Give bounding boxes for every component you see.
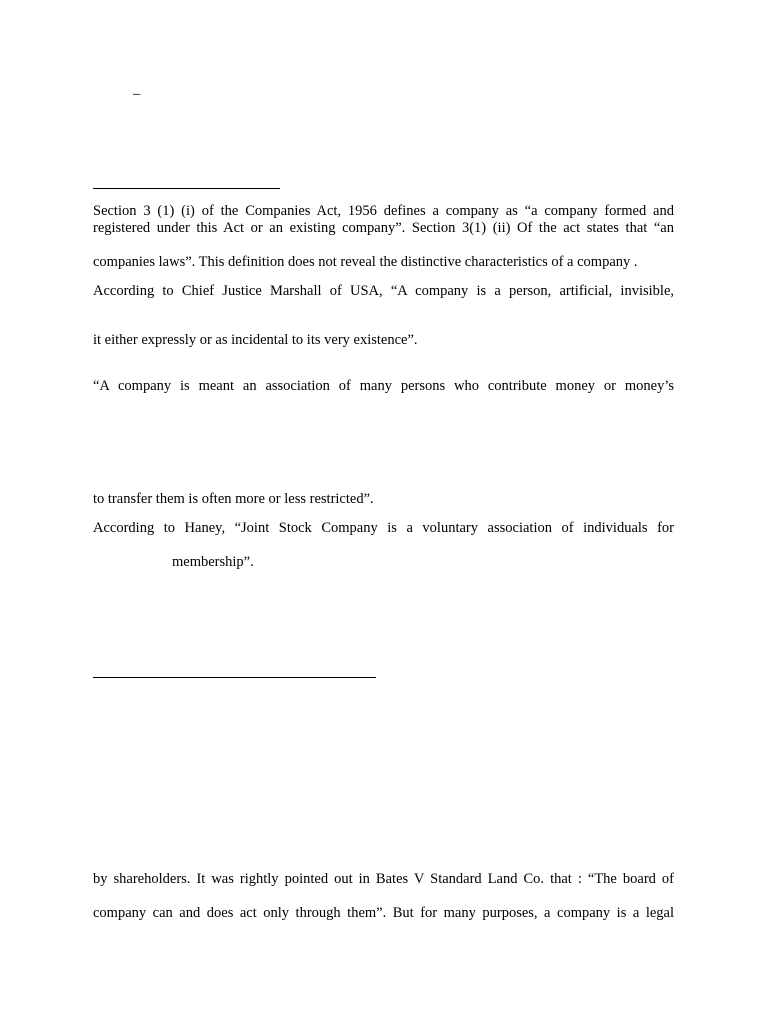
text-line-3: companies laws”. This definition does not reveal the distinctive characteristics of a company . [93, 254, 638, 270]
section-rule-2 [93, 677, 376, 678]
text-line-6: “A company is meant an association of many persons who contribute money or money’s [93, 378, 674, 394]
text-line-11: company can and does act only through them”. But for many purposes, a company is a legal [93, 905, 674, 921]
text-line-9: membership”. [172, 554, 254, 570]
header-dash: – [133, 86, 141, 102]
text-line-10: by shareholders. It was rightly pointed out in Bates V Standard Land Co. that : “The board of [93, 871, 674, 887]
section-rule-1 [93, 188, 280, 189]
text-line-8: According to Haney, “Joint Stock Company is a voluntary association of individuals for [93, 520, 674, 536]
text-line-4: According to Chief Justice Marshall of USA, “A company is a person, artificial, invisible, [93, 283, 674, 299]
text-line-5: it either expressly or as incidental to its very existence”. [93, 332, 418, 348]
text-line-7: to transfer them is often more or less restricted”. [93, 491, 374, 507]
text-line-1: Section 3 (1) (i) of the Companies Act, 1956 defines a company as “a company formed and [93, 203, 674, 219]
text-line-2: registered under this Act or an existing company”. Section 3(1) (ii) Of the act states that “an [93, 220, 674, 236]
